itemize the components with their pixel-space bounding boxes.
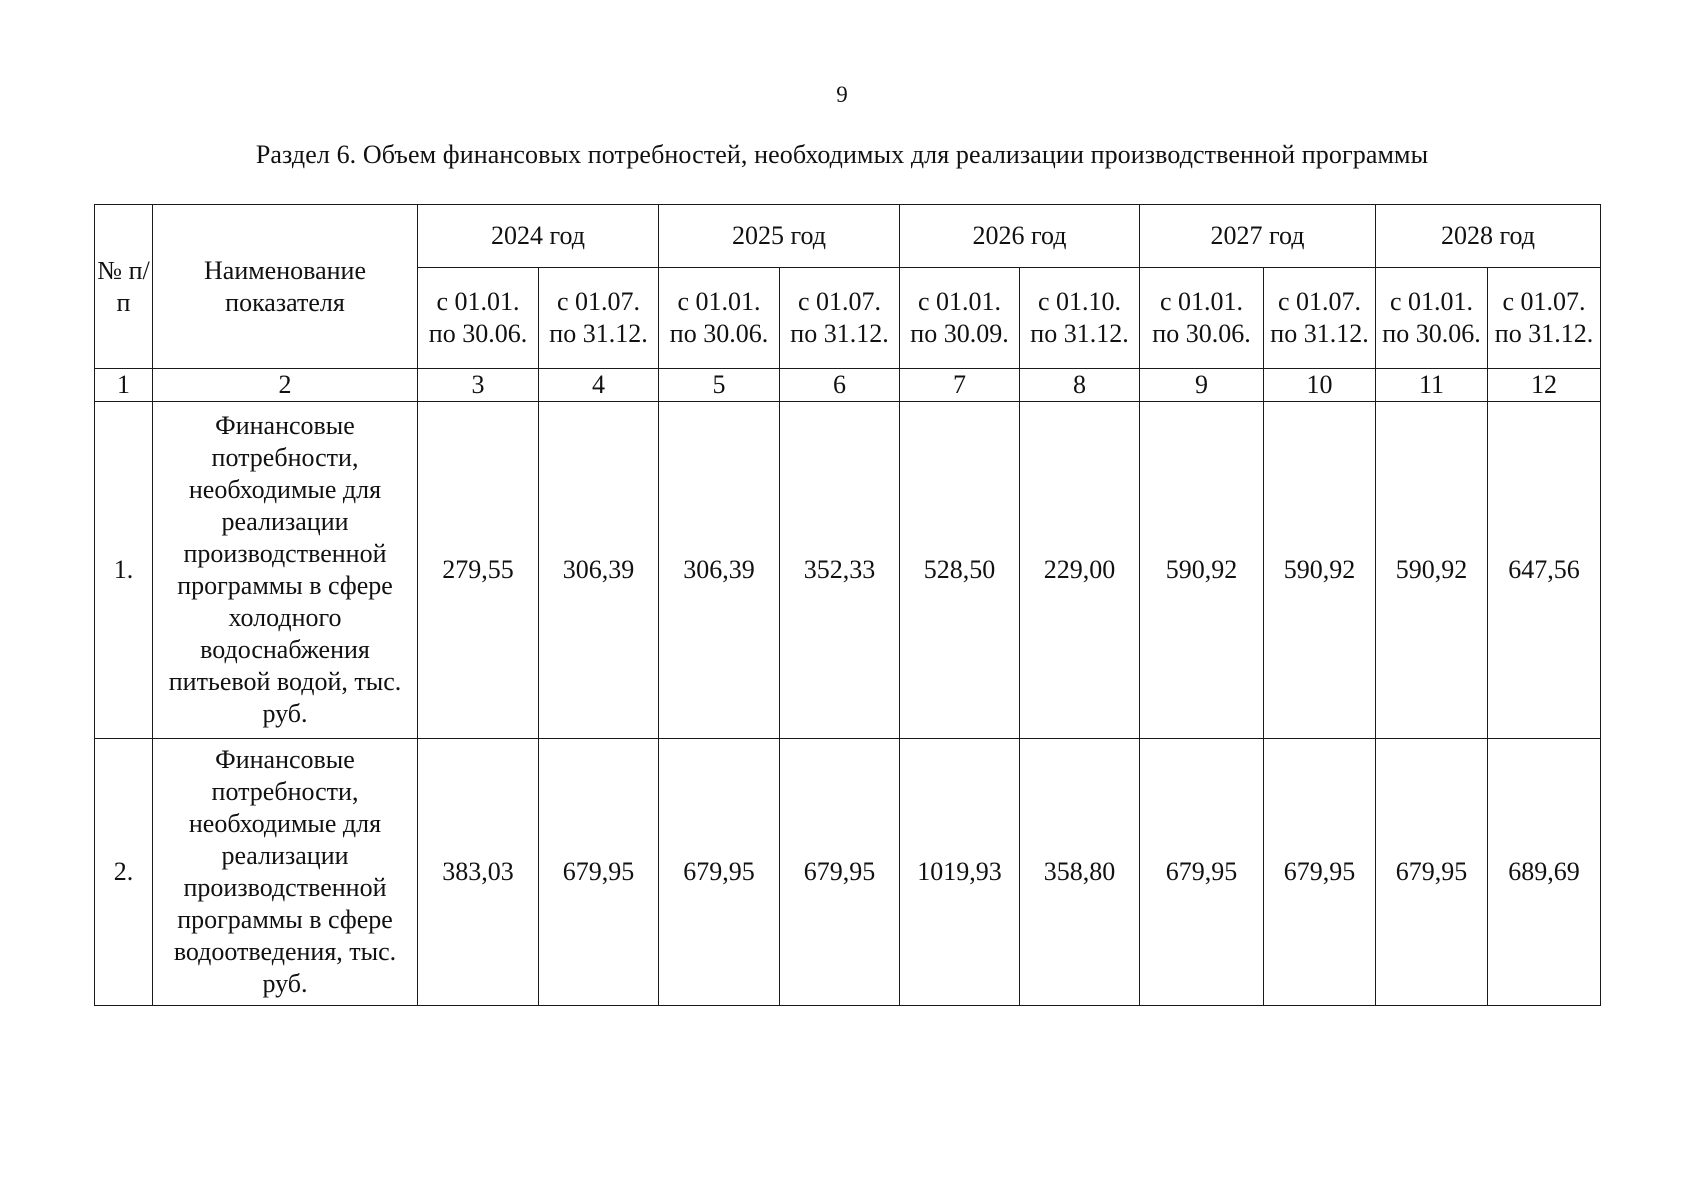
row-value: 279,55 (418, 402, 539, 739)
header-period (1140, 268, 1264, 369)
header-num: № п/п (95, 205, 153, 369)
header-year-2027: 2027 год (1140, 205, 1376, 268)
header-period (539, 268, 659, 369)
period-to: по 31.12. (1270, 319, 1369, 348)
row-name: Финансовые потребности, необходимые для реализации производственной программы в сфере водоотведения, тыс. руб. (153, 739, 418, 1006)
header-period (659, 268, 780, 369)
table-row (95, 402, 1601, 739)
period-from: с 01.07. (556, 287, 641, 316)
row-value: 679,95 (1376, 739, 1488, 1006)
row-value: 679,95 (659, 739, 780, 1006)
period-from: с 01.01. (917, 287, 1002, 316)
header-year-2025: 2025 год (659, 205, 900, 268)
period-from: с 01.07. (1502, 287, 1586, 316)
header-row-years (95, 205, 1601, 268)
row-value: 689,69 (1488, 739, 1601, 1006)
column-number: 11 (1376, 369, 1488, 402)
column-number: 2 (153, 369, 418, 402)
row-value: 590,92 (1264, 402, 1376, 739)
row-name: Финансовые потребности, необходимые для реализации производственной программы в сфере холодного водоснабжения питьевой водой, тыс. руб. (153, 402, 418, 739)
period-to: по 30.09. (910, 319, 1009, 348)
row-value: 229,00 (1020, 402, 1140, 739)
header-name: Наименование показателя (153, 205, 418, 369)
row-value: 647,56 (1488, 402, 1601, 739)
column-number: 10 (1264, 369, 1376, 402)
row-num: 2. (95, 739, 153, 1006)
period-from: с 01.10. (1037, 287, 1122, 316)
period-to: по 30.06. (669, 319, 769, 348)
header-period (780, 268, 900, 369)
period-to: по 30.06. (1382, 319, 1481, 348)
row-value: 383,03 (418, 739, 539, 1006)
header-year-2028: 2028 год (1376, 205, 1601, 268)
period-to: по 31.12. (549, 319, 648, 348)
row-value: 1019,93 (900, 739, 1020, 1006)
period-to: по 31.12. (1494, 319, 1594, 348)
column-number: 3 (418, 369, 539, 402)
header-year-2026: 2026 год (900, 205, 1140, 268)
header-period (1376, 268, 1488, 369)
column-number: 4 (539, 369, 659, 402)
row-num: 1. (95, 402, 153, 739)
period-from: с 01.01. (1389, 287, 1474, 316)
header-year-2024: 2024 год (418, 205, 659, 268)
row-value: 679,95 (780, 739, 900, 1006)
column-number: 7 (900, 369, 1020, 402)
row-value: 358,80 (1020, 739, 1140, 1006)
header-period (1488, 268, 1601, 369)
row-value: 590,92 (1376, 402, 1488, 739)
header-period (418, 268, 539, 369)
row-value: 306,39 (659, 402, 780, 739)
financial-needs-table (94, 204, 1601, 1006)
page-number: 9 (836, 82, 848, 107)
period-to: по 30.06. (1152, 319, 1251, 348)
table-row (95, 739, 1601, 1006)
column-number: 6 (780, 369, 900, 402)
header-period (1264, 268, 1376, 369)
section-title: Раздел 6. Объем финансовых потребностей, необходимых для реализации производственной программы (255, 140, 1429, 169)
column-number: 8 (1020, 369, 1140, 402)
column-number-row (95, 369, 1601, 402)
column-number: 5 (659, 369, 780, 402)
column-number: 12 (1488, 369, 1601, 402)
row-value: 306,39 (539, 402, 659, 739)
period-from: с 01.01. (677, 287, 761, 316)
header-period (900, 268, 1020, 369)
period-to: по 30.06. (428, 319, 528, 348)
period-to: по 31.12. (1030, 319, 1129, 348)
period-from: с 01.01. (436, 287, 520, 316)
row-value: 352,33 (780, 402, 900, 739)
header-period (1020, 268, 1140, 369)
row-value: 679,95 (1140, 739, 1264, 1006)
period-to: по 31.12. (790, 319, 889, 348)
row-value: 679,95 (539, 739, 659, 1006)
period-from: с 01.07. (797, 287, 882, 316)
column-number: 9 (1140, 369, 1264, 402)
row-value: 528,50 (900, 402, 1020, 739)
period-from: с 01.07. (1277, 287, 1362, 316)
period-from: с 01.01. (1159, 287, 1244, 316)
column-number: 1 (95, 369, 153, 402)
row-value: 679,95 (1264, 739, 1376, 1006)
row-value: 590,92 (1140, 402, 1264, 739)
